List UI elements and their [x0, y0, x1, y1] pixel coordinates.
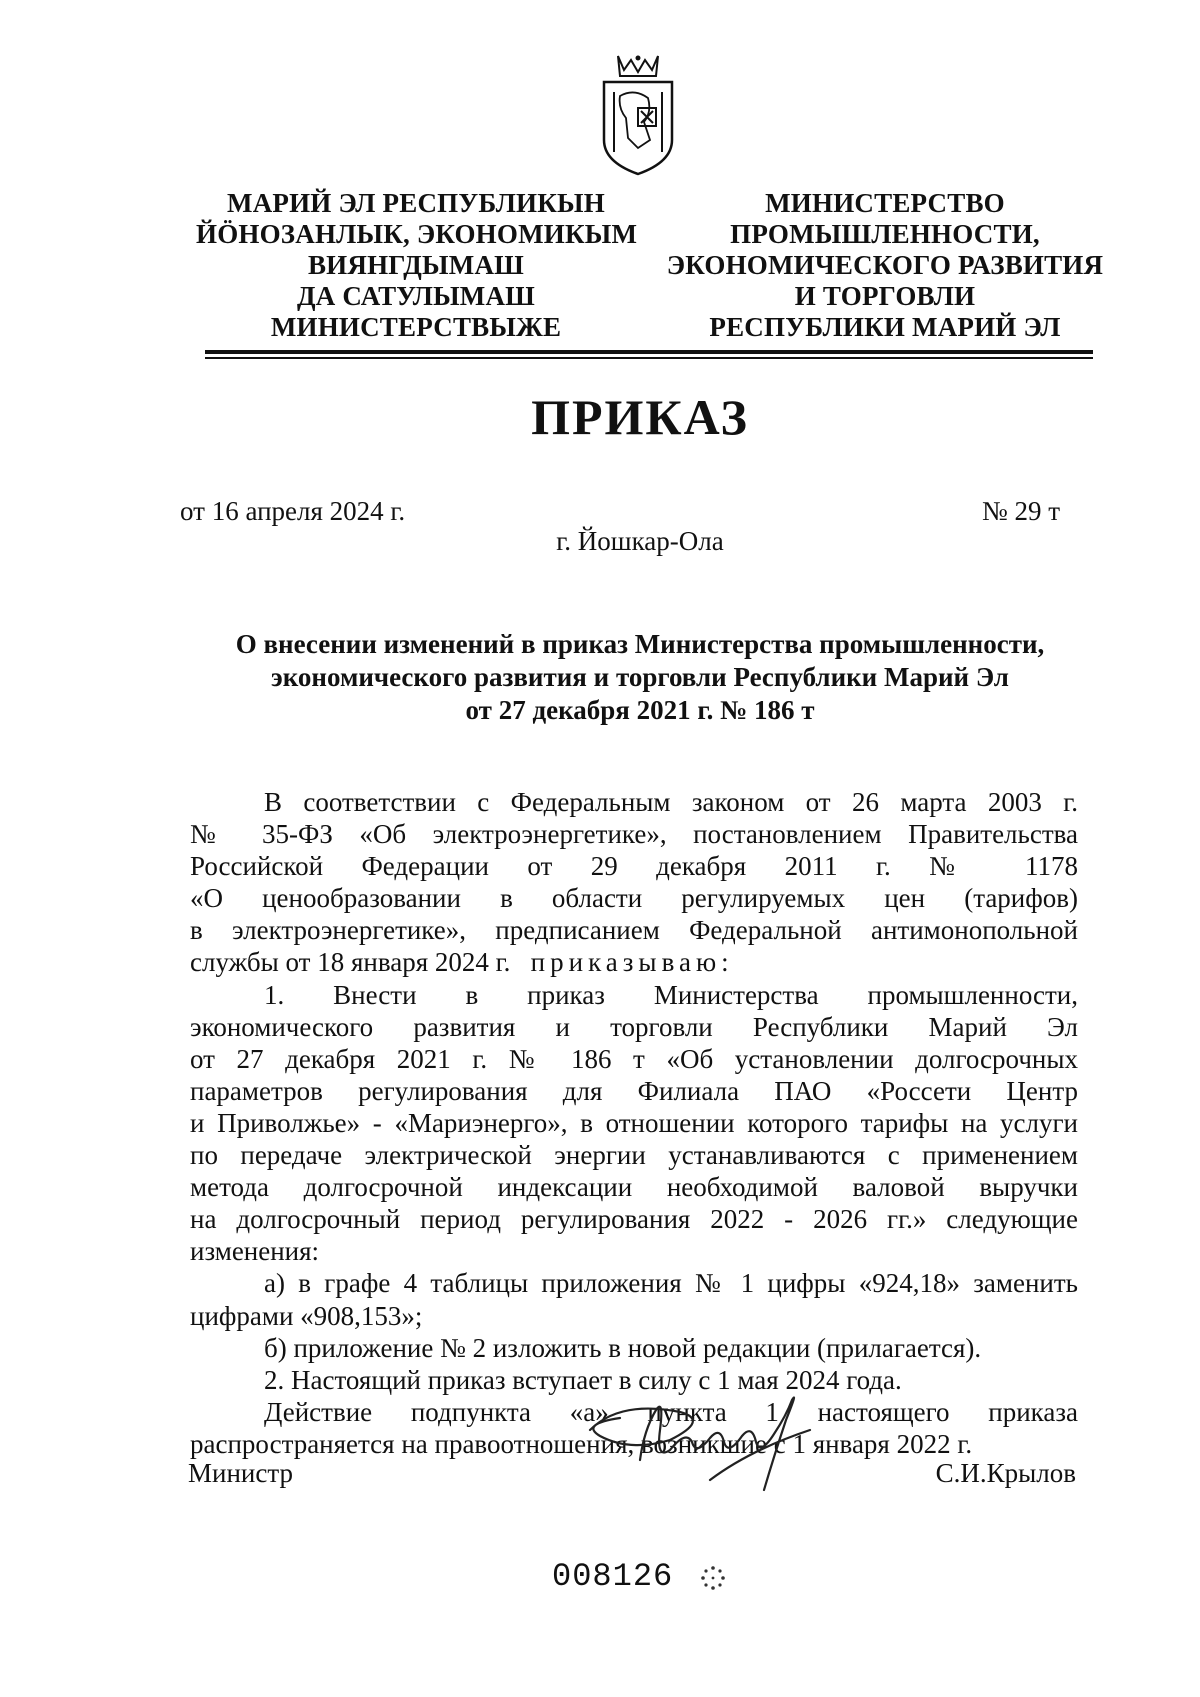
order-body	[190, 786, 1078, 1460]
body-line: на долгосрочный период регулирования 2022 - 2026 гг.» следующие	[190, 1204, 1078, 1235]
body-line: а) в графе 4 таблицы приложения № 1 цифры «924,18» заменить	[264, 1268, 1078, 1299]
body-line: Российской Федерации от 29 декабря 2011 г. № 1178	[190, 851, 1078, 882]
body-line: изменения:	[190, 1236, 320, 1267]
body-line: 2. Настоящий приказ вступает в силу с 1 мая 2024 года.	[264, 1364, 902, 1395]
signatory-name: С.И.Крылов	[935, 1458, 1076, 1488]
header-org-mari	[196, 188, 636, 343]
header-left-line: МАРИЙ ЭЛ РЕСПУБЛИКЫН	[227, 188, 605, 218]
body-line: параметров регулирования для Филиала ПАО «Россети Центр	[190, 1075, 1078, 1106]
header-left-line: МИНИСТЕРСТВЫЖЕ	[270, 312, 562, 342]
order-number: № 29 т	[981, 496, 1060, 526]
header-right-line: РЕСПУБЛИКИ МАРИЙ ЭЛ	[709, 312, 1061, 342]
header-right-line: ЭКОНОМИЧЕСКОГО РАЗВИТИЯ	[666, 250, 1104, 280]
handwritten-signature	[560, 1390, 840, 1500]
body-line: и Приволжье» - «Мариэнерго», в отношении которого тарифы на услуги	[190, 1107, 1078, 1138]
body-line-text: службы от 18 января 2024 г.	[190, 947, 511, 978]
body-line: от 27 декабря 2021 г. № 186 т «Об установлении долгосрочных	[190, 1043, 1078, 1074]
body-line: метода долгосрочной индексации необходимой валовой выручки	[190, 1172, 1078, 1203]
header-divider-thick	[205, 350, 1093, 354]
header-divider-thin	[205, 357, 1093, 359]
order-city: г. Йошкар-Ола	[556, 526, 724, 556]
order-date: от 16 апреля 2024 г.	[180, 496, 406, 526]
body-line: б) приложение № 2 изложить в новой редакции (прилагается).	[264, 1332, 982, 1363]
body-line: Действие подпункта «а» пункта 1 настоящего приказа	[264, 1396, 1078, 1427]
header-left-line: ЙӦНОЗАНЛЫК, ЭКОНОМИКЫМ	[196, 219, 638, 249]
signatory-title: Министр	[188, 1458, 293, 1488]
header-right-line: И ТОРГОВЛИ	[794, 281, 976, 311]
header-right-line: МИНИСТЕРСТВО	[765, 188, 1005, 218]
body-line: экономического развития и торговли Республики Марий Эл	[190, 1011, 1078, 1042]
subject-line: О внесении изменений в приказ Министерства промышленности,	[235, 629, 1045, 659]
body-line: «О ценообразовании в области регулируемых цен (тарифов)	[190, 883, 1078, 914]
subject-line: от 27 декабря 2021 г. № 186 т	[465, 695, 815, 725]
body-line: цифрами «908,153»;	[190, 1300, 423, 1331]
header-left-line: ВИЯНГДЫМАШ	[307, 250, 525, 280]
body-line: по передаче электрической энергии устанавливаются с применением	[190, 1140, 1078, 1171]
body-line-order	[190, 946, 1078, 978]
subject-line: экономического развития и торговли Республики Марий Эл	[271, 662, 1009, 692]
body-line: В соответствии с Федеральным законом от 26 марта 2003 г.	[264, 787, 1078, 817]
header-left-line: ДА САТУЛЫМАШ	[296, 281, 536, 311]
order-keyword: приказываю:	[530, 947, 734, 978]
body-line: 1. Внести в приказ Министерства промышленности,	[264, 979, 1078, 1010]
body-line: распространяется на правоотношения, возникшие с 1 января 2022 г.	[190, 1428, 973, 1459]
body-line: № 35-ФЗ «Об электроэнергетике», постановлением Правительства	[190, 819, 1078, 850]
serial-number: 008126	[552, 1558, 674, 1595]
header-org-russian	[655, 188, 1115, 343]
header-right-line: ПРОМЫШЛЕННОСТИ,	[730, 219, 1040, 249]
body-line: в электроэнергетике», предписанием Федеральной антимонопольной	[190, 915, 1078, 946]
serial-ornament-icon	[700, 1565, 726, 1591]
document-type-title: ПРИКАЗ	[531, 389, 749, 445]
order-subject	[195, 628, 1085, 727]
coat-of-arms-emblem	[598, 52, 678, 178]
